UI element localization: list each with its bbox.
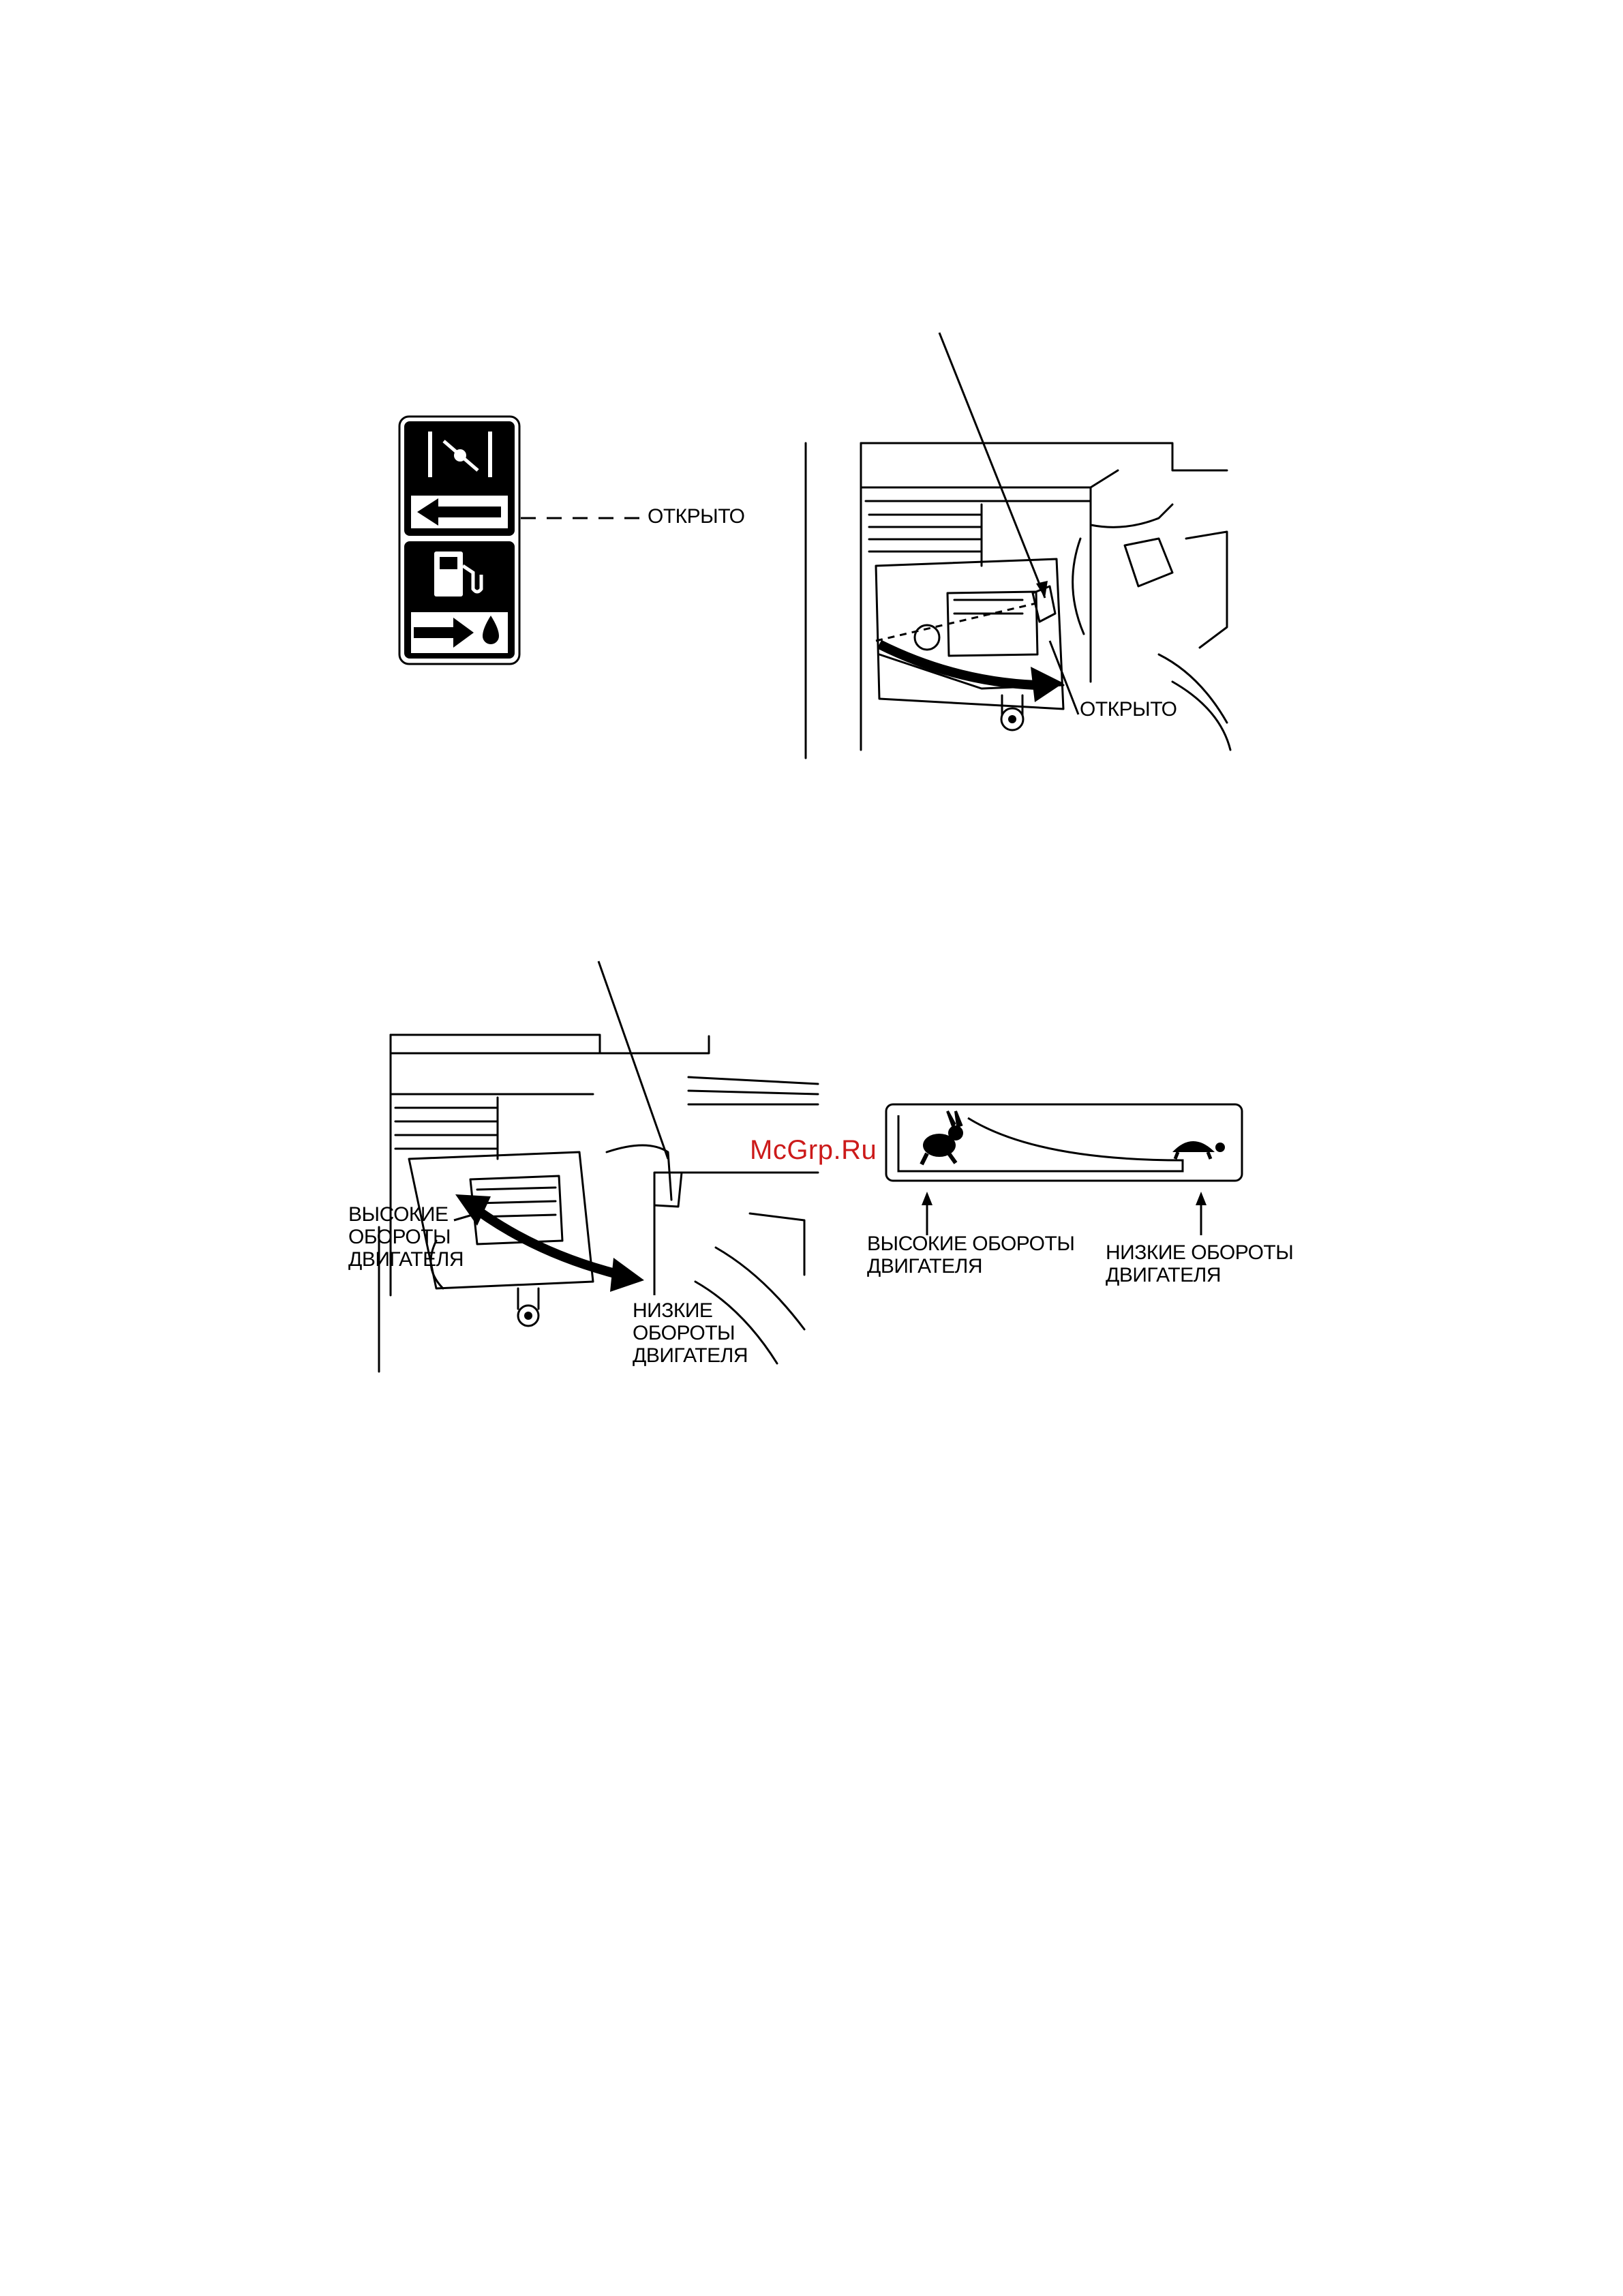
turtle-icon: [1172, 1141, 1225, 1159]
low-rpm-label-left: НИЗКИЕ ОБОРОТЫ ДВИГАТЕЛЯ: [633, 1299, 748, 1367]
low-rpm-label-plate: НИЗКИЕ ОБОРОТЫ ДВИГАТЕЛЯ: [1106, 1241, 1294, 1286]
open-label: ОТКРЫТО: [648, 505, 745, 528]
open-label-engine: ОТКРЫТО: [1080, 698, 1177, 721]
high-rpm-label-left: ВЫСОКИЕ ОБОРОТЫ ДВИГАТЕЛЯ: [348, 1203, 464, 1271]
watermark: McGrp.Ru: [750, 1135, 877, 1165]
rabbit-icon: [922, 1111, 963, 1164]
high-rpm-label-plate: ВЫСОКИЕ ОБОРОТЫ ДВИГАТЕЛЯ: [867, 1233, 1075, 1278]
